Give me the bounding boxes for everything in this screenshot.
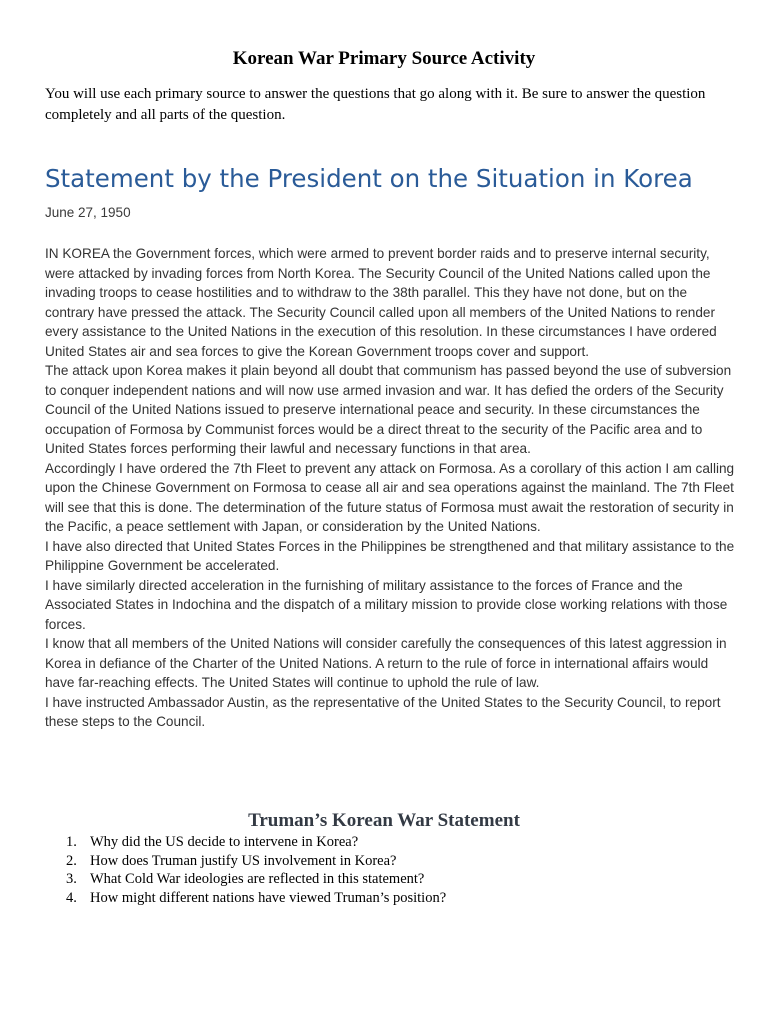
question-item — [66, 833, 730, 852]
question-text: How might different nations have viewed Truman’s position? — [90, 889, 447, 906]
questions-heading: Truman’s Korean War Statement — [248, 810, 520, 831]
statement-heading: Statement by the President on the Situation in Korea — [45, 164, 693, 193]
statement-paragraph: Accordingly I have ordered the 7th Fleet to prevent any attack on Formosa. As a corollary of this action I am calling upon the Chinese Government on Formosa to cease all air and sea operations against the mainland. The 7th Fleet will see that this is done. The determination of the future status of Formosa must await the restoration of security in the Pacific, a peace settlement with Japan, or consideration by the United Nations. — [45, 460, 735, 534]
statement-paragraph: I have also directed that United States Forces in the Philippines be strengthened and that military assistance to the Philippine Government be accelerated. — [45, 538, 735, 573]
statement-date: June 27, 1950 — [45, 205, 131, 220]
question-item — [66, 889, 730, 908]
question-number: 4. — [66, 889, 77, 906]
statement-body — [45, 244, 735, 732]
question-item — [66, 870, 730, 889]
statement-paragraph: I know that all members of the United Nations will consider carefully the consequences of this latest aggression in Korea in defiance of the Charter of the United Nations. A return to the rule of force in international affairs would have far-reaching effects. The United States will continue to uphold the rule of law. — [45, 636, 727, 690]
question-number: 2. — [66, 852, 77, 869]
question-item — [66, 852, 730, 871]
instructions-text: You will use each primary source to answer the questions that go along with it. Be sure to answer the question completely and all parts of the question. — [45, 86, 706, 123]
question-text: Why did the US decide to intervene in Korea? — [90, 834, 359, 850]
questions-list — [66, 833, 730, 907]
statement-paragraph: I have instructed Ambassador Austin, as the representative of the United States to the Security Council, to report these steps to the Council. — [45, 694, 721, 729]
statement-paragraph: I have similarly directed acceleration in the furnishing of military assistance to the forces of France and the Associated States in Indochina and the dispatch of a military mission to provide close working relations with those forces. — [45, 577, 728, 632]
question-text: What Cold War ideologies are reflected in this statement? — [90, 871, 425, 887]
question-text: How does Truman justify US involvement in Korea? — [90, 852, 397, 869]
question-number: 1. — [66, 834, 77, 850]
document-title: Korean War Primary Source Activity — [232, 48, 536, 69]
statement-paragraph: The attack upon Korea makes it plain beyond all doubt that communism has passed beyond the use of subversion to conquer independent nations and will now use armed invasion and war. It has defied the orders of the Security Council of the United Nations issued to preserve international peace and security. In these circumstances the occupation of Formosa by Communist forces would be a direct threat to the security of the Pacific area and to United States forces performing their lawful and necessary functions in that area. — [45, 363, 732, 456]
statement-paragraph: IN KOREA the Government forces, which were armed to prevent border raids and to preserve internal security, were attacked by invading forces from North Korea. The Security Council of the United Nations called upon the invading troops to cease hostilities and to withdraw to the 38th parallel. This they have not done, but on the contrary have pressed the attack. The Security Council called upon all members of the United Nations to render every assistance to the United Nations in the execution of this resolution. In these circumstances I have ordered United States air and sea forces to give the Korean Government troops cover and support. — [45, 246, 717, 359]
question-number: 3. — [66, 871, 77, 887]
